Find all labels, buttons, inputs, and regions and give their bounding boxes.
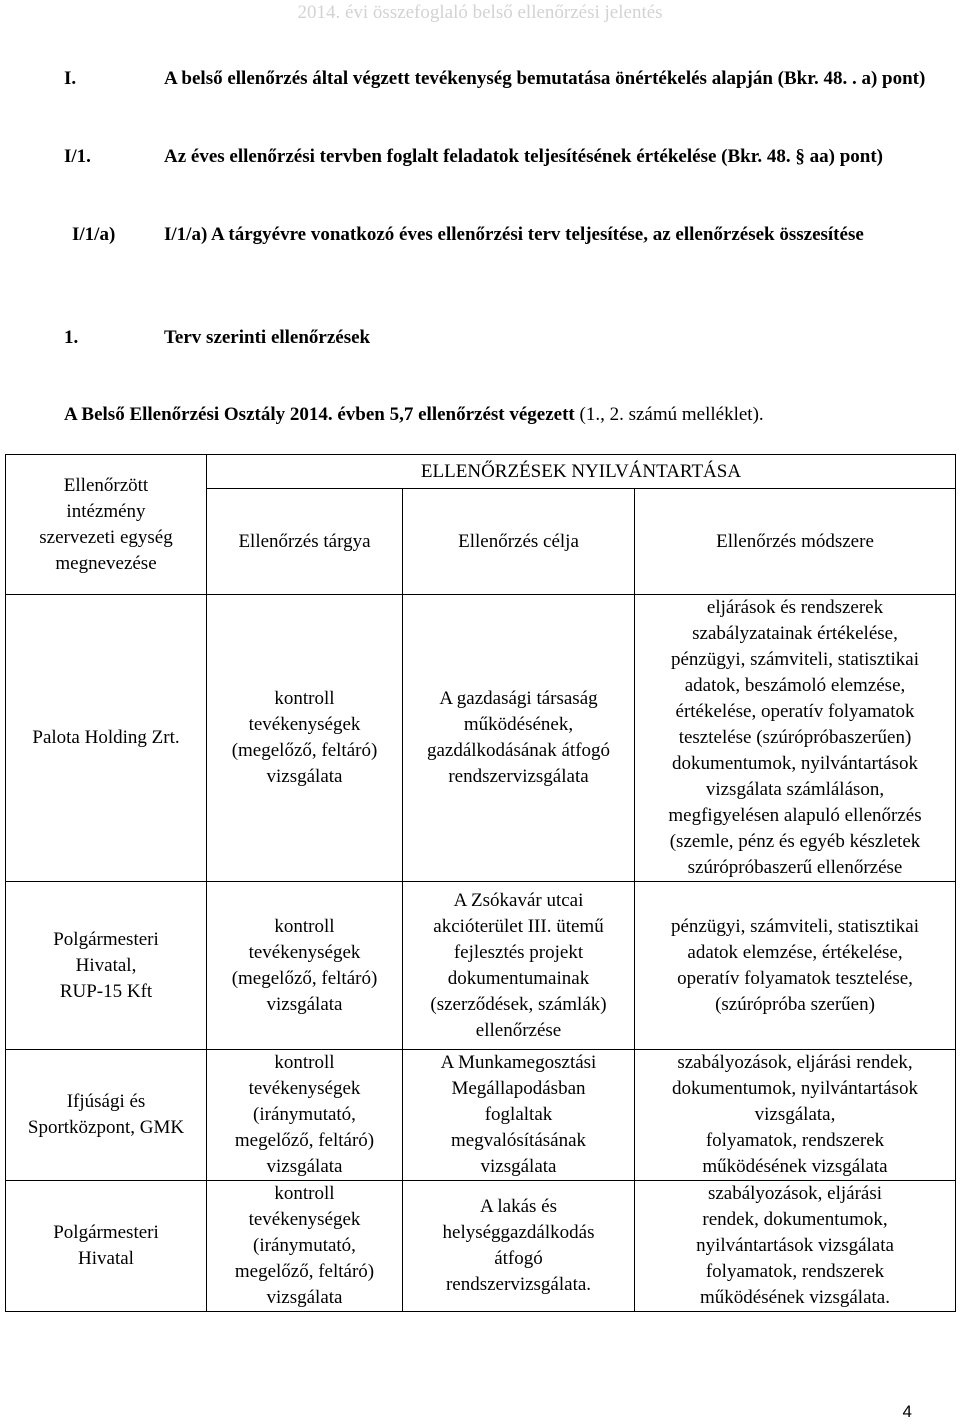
table-row	[6, 1181, 956, 1312]
heading-number: I.	[64, 68, 77, 89]
cell-method: szabályozások, eljárási rendek, dokumentumok, nyilvántartások vizsgálata folyamatok, rendszerek működésének vizsgálata.	[635, 1181, 956, 1312]
cell-goal: A gazdasági társaság működésének, gazdálkodásának átfogó rendszervizsgálata	[403, 595, 635, 882]
table-row	[6, 882, 956, 1050]
table-row	[6, 595, 956, 882]
cell-goal: A lakás és helységgazdálkodás átfogó rendszervizsgálata.	[403, 1181, 635, 1312]
audit-register-table	[5, 454, 956, 1312]
heading-number: I/1/a)	[72, 224, 116, 245]
intro-bold: A Belső Ellenőrzési Osztály 2014. évben 5,7 ellenőrzést végezett	[64, 404, 575, 425]
intro-tail: (1., 2. számú melléklet).	[574, 404, 764, 425]
heading-number: I/1.	[64, 146, 91, 167]
cell-unit: Ifjúsági és Sportközpont, GMK	[6, 1050, 207, 1181]
cell-method: pénzügyi, számviteli, statisztikai adatok elemzése, értékelése, operatív folyamatok tesztelése, (szúrópróba szerűen)	[635, 882, 956, 1050]
cell-unit: Polgármesteri Hivatal	[6, 1181, 207, 1312]
heading-text: I/1/a) A tárgyévre vonatkozó éves ellenőrzési terv teljesítése, az ellenőrzések összesítése	[164, 224, 864, 245]
column-header-subject: Ellenőrzés tárgya	[207, 489, 403, 595]
cell-goal: A Zsókavár utcai akcióterület III. ütemű fejlesztés projekt dokumentumainak (szerződések, számlák) ellenőrzése	[403, 882, 635, 1050]
column-header-unit: Ellenőrzött intézmény szervezeti egység megnevezése	[6, 455, 207, 595]
page-number: 4	[902, 1402, 912, 1421]
cell-unit: Palota Holding Zrt.	[6, 595, 207, 882]
heading-number: 1.	[64, 327, 79, 348]
heading-text: A belső ellenőrzés által végzett tevékenység bemutatása önértékelés alapján (Bkr. 48. . a) pont)	[164, 68, 926, 89]
page-header: 2014. évi összefoglaló belső ellenőrzési jelentés	[297, 2, 663, 23]
column-header-goal: Ellenőrzés célja	[403, 489, 635, 595]
table-row	[6, 1050, 956, 1181]
cell-unit: Polgármesteri Hivatal, RUP-15 Kft	[6, 882, 207, 1050]
cell-subject: kontroll tevékenységek (iránymutató, megelőző, feltáró) vizsgálata	[207, 1181, 403, 1312]
heading-text: Terv szerinti ellenőrzések	[164, 327, 371, 348]
cell-subject: kontroll tevékenységek (megelőző, feltáró) vizsgálata	[207, 882, 403, 1050]
cell-subject: kontroll tevékenységek (megelőző, feltáró) vizsgálata	[207, 595, 403, 882]
heading-text: Az éves ellenőrzési tervben foglalt feladatok teljesítésének értékelése (Bkr. 48. § aa) pont)	[164, 146, 884, 167]
column-header-method: Ellenőrzés módszere	[635, 489, 956, 595]
cell-method: szabályozások, eljárási rendek, dokumentumok, nyilvántartások vizsgálata, folyamatok, rendszerek működésének vizsgálata	[635, 1050, 956, 1181]
table-group-header: ELLENŐRZÉSEK NYILVÁNTARTÁSA	[207, 455, 956, 489]
cell-subject: kontroll tevékenységek (iránymutató, megelőző, feltáró) vizsgálata	[207, 1050, 403, 1181]
intro-sentence	[64, 404, 764, 426]
cell-goal: A Munkamegosztási Megállapodásban foglaltak megvalósításának vizsgálata	[403, 1050, 635, 1181]
cell-method: eljárások és rendszerek szabályzatainak értékelése, pénzügyi, számviteli, statisztikai adatok, beszámoló elemzése, értékelése, operatív folyamatok tesztelése (szúrópróbaszerűen) dokumentumok, nyilvántartások vizsgálata számláláson, megfigyelésen alapuló ellenőrzés (szemle, pénz és egyéb készletek szúrópróbaszerű ellenőrzése	[635, 595, 956, 882]
